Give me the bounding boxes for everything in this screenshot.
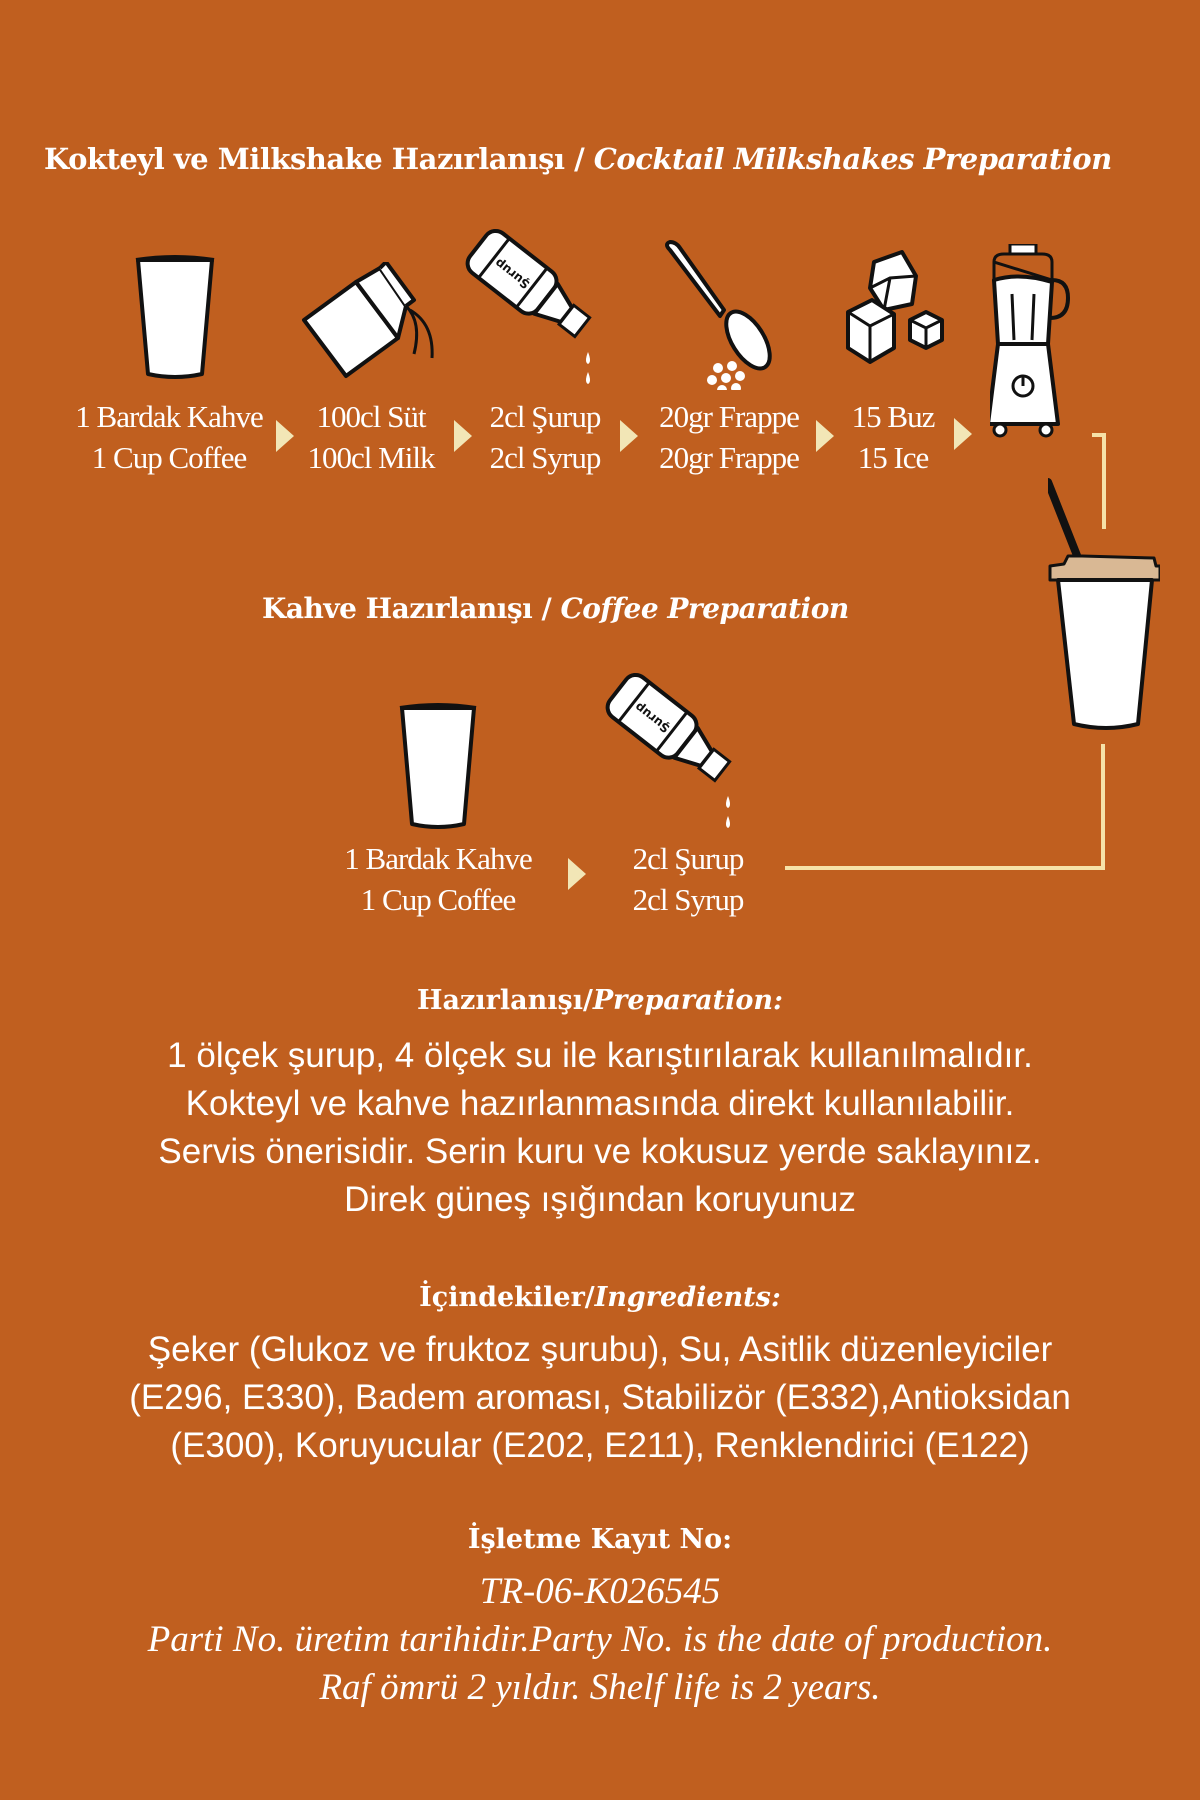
connector-line <box>785 866 1105 870</box>
party-note: Parti No. üretim tarihidir.Party No. is the date of production. <box>147 1619 1053 1660</box>
title-en: Cocktail Milkshakes Preparation <box>593 142 1112 176</box>
arrow-right-icon <box>620 420 638 452</box>
cocktail-step-4-label: 20gr Frappe 20gr Frappe <box>659 399 799 475</box>
title-tr: Kahve Hazırlanışı / <box>262 592 561 625</box>
svg-text:Şurup: Şurup <box>492 255 533 292</box>
spoon-icon <box>660 240 780 390</box>
cocktail-step-2-label: 100cl Süt 100cl Milk <box>307 399 435 475</box>
preparation-heading: Hazırlanışı/Preparation: <box>417 985 783 1016</box>
cocktail-step-1-label: 1 Bardak Kahve 1 Cup Coffee <box>75 399 263 475</box>
preparation-text: 1 ölçek şurup, 4 ölçek su ile karıştırılarak kullanılmalıdır. Kokteyl ve kahve hazırlanmasında direkt kullanılabilir. Servis önerisidir. Serin kuru ve kokusuz yerde saklayınız. Direk güneş ışığından koruyunuz <box>158 1036 1042 1219</box>
registration-number: TR-06-K026545 <box>479 1571 721 1612</box>
ice-cubes-icon <box>844 248 948 368</box>
coffee-step-1-label: 1 Bardak Kahve 1 Cup Coffee <box>344 841 532 917</box>
blender-icon <box>990 244 1078 440</box>
arrow-right-icon <box>954 418 972 450</box>
syrup-bottle-icon <box>458 226 608 386</box>
cocktail-step-5-label: 15 Buz 15 Ice <box>851 399 935 475</box>
arrow-right-icon <box>276 420 294 452</box>
milk-carton-icon <box>298 262 438 382</box>
svg-text:Şurup: Şurup <box>632 699 673 736</box>
connector-line <box>1101 744 1105 868</box>
ingredients-text: Şeker (Glukoz ve fruktoz şurubu), Su, Asitlik düzenleyiciler (E296, E330), Badem aroması, Stabilizör (E332),Antioksidan (E300), Koruyucular (E202, E211), Renklendirici (E122) <box>129 1330 1071 1465</box>
coffee-step-2-label: 2cl Şurup 2cl Syrup <box>632 841 744 917</box>
registration-heading: İşletme Kayıt No: <box>467 1524 733 1555</box>
syrup-bottle-icon <box>598 670 748 830</box>
shelf-life: Raf ömrü 2 yıldır. Shelf life is 2 years. <box>319 1667 881 1708</box>
paper-cup-icon <box>398 702 478 830</box>
title-tr: Kokteyl ve Milkshake Hazırlanışı / <box>44 142 594 176</box>
title-en: Coffee Preparation <box>560 592 849 625</box>
paper-cup-icon <box>134 254 216 380</box>
arrow-right-icon <box>816 420 834 452</box>
cocktail-section-title <box>44 142 1112 176</box>
takeaway-cup-with-straw-icon <box>1048 474 1160 734</box>
ingredients-heading: İçindekiler/Ingredients: <box>419 1282 781 1313</box>
coffee-section-title <box>262 592 849 625</box>
arrow-right-icon <box>568 858 586 890</box>
cocktail-step-3-label: 2cl Şurup 2cl Syrup <box>489 399 601 475</box>
